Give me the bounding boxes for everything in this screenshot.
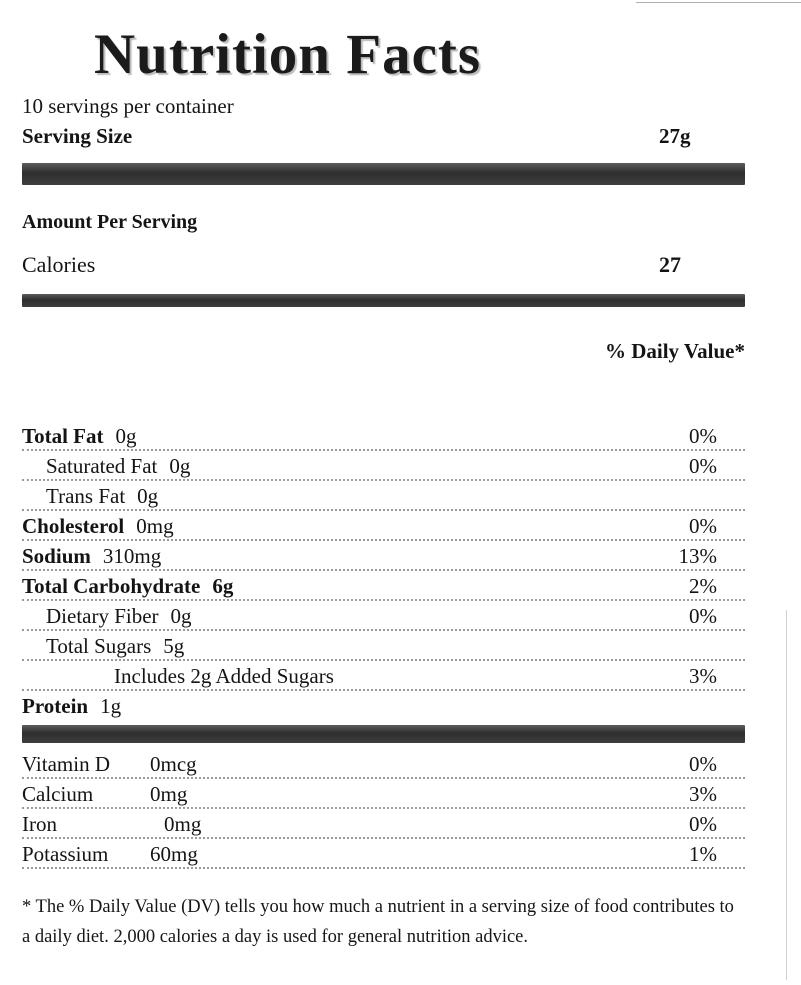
micronutrient-row-iron	[22, 809, 745, 839]
nutrient-row-total-carbohydrate	[22, 571, 745, 601]
calories-row	[22, 250, 745, 284]
nutrient-row-total-sugars	[22, 631, 745, 661]
nutrient-row-dietary-fiber	[22, 601, 745, 631]
micronutrient-name: Potassium	[22, 842, 109, 866]
nutrient-row-trans-fat	[22, 481, 745, 511]
nutrient-row-cholesterol	[22, 511, 745, 541]
nutrient-amount: 0g	[169, 454, 191, 478]
nutrient-amount: 0g	[137, 484, 159, 508]
nutrient-name: Total Fat	[22, 424, 104, 448]
nutrient-row-saturated-fat	[22, 451, 745, 481]
nutrient-amount: 0g	[170, 604, 192, 628]
calories-label: Calories	[22, 252, 96, 277]
nutrient-name: Saturated Fat	[46, 454, 158, 478]
serving-size-row	[22, 121, 745, 153]
divider-bar-thick-top	[22, 163, 745, 185]
micronutrient-dv: 0%	[689, 752, 717, 776]
label-title: Nutrition Facts	[94, 23, 482, 86]
nutrient-row-protein	[22, 691, 745, 721]
nutrient-dv: 0%	[689, 604, 717, 628]
nutrient-name: Total Sugars	[46, 634, 152, 658]
serving-size-label: Serving Size	[22, 124, 133, 148]
nutrient-row-added-sugars	[22, 661, 745, 691]
nutrient-dv: 0%	[689, 454, 717, 478]
micronutrient-amount: 60mg	[150, 842, 198, 866]
nutrient-amount: 310mg	[102, 544, 162, 568]
nutrients-table	[22, 421, 745, 721]
nutrient-row-sodium	[22, 541, 745, 571]
nutrient-dv: 2%	[689, 574, 717, 598]
nutrient-amount: 0mg	[136, 514, 174, 538]
nutrient-name: Total Carbohydrate	[22, 574, 201, 598]
nutrient-name: Includes 2g Added Sugars	[114, 664, 334, 688]
scan-artifact-right	[786, 610, 787, 980]
micronutrient-dv: 1%	[689, 842, 717, 866]
nutrient-dv: 0%	[689, 514, 717, 538]
micronutrient-row-vitamin-d	[22, 749, 745, 779]
micronutrient-amount: 0mcg	[150, 752, 197, 776]
servings-per-container: 10 servings per container	[22, 94, 234, 118]
scan-artifact-top	[636, 2, 801, 3]
nutrient-dv: 0%	[689, 424, 717, 448]
divider-bar-medium	[22, 294, 745, 307]
nutrient-amount: 1g	[100, 694, 122, 718]
nutrient-amount: 0g	[115, 424, 137, 448]
micronutrient-dv: 0%	[689, 812, 717, 836]
micronutrients-table	[22, 749, 745, 869]
amount-per-serving-heading: Amount Per Serving	[22, 211, 198, 233]
nutrient-amount: 6g	[212, 574, 234, 598]
nutrient-row-total-fat	[22, 421, 745, 451]
daily-value-header: % Daily Value*	[604, 339, 745, 363]
micronutrient-row-potassium	[22, 839, 745, 869]
micronutrient-row-calcium	[22, 779, 745, 809]
nutrient-dv: 3%	[689, 664, 717, 688]
micronutrient-name: Iron	[22, 812, 57, 836]
micronutrient-dv: 3%	[689, 782, 717, 806]
micronutrient-name: Vitamin D	[22, 752, 110, 776]
nutrient-name: Cholesterol	[22, 514, 125, 538]
nutrient-name: Sodium	[22, 544, 91, 568]
micronutrient-amount: 0mg	[164, 812, 202, 836]
calories-value: 27	[659, 252, 681, 277]
nutrient-amount: 5g	[163, 634, 185, 658]
micronutrient-name: Calcium	[22, 782, 94, 806]
daily-value-footnote: * The % Daily Value (DV) tells you how much a nutrient in a serving size of food contributes to a daily diet. 2,000 calories a day is used for general nutrition advice.	[22, 897, 734, 947]
nutrient-name: Protein	[22, 694, 89, 718]
nutrient-name: Dietary Fiber	[46, 604, 159, 628]
nutrient-name: Trans Fat	[46, 484, 126, 508]
divider-bar-thick-bottom	[22, 725, 745, 743]
serving-size-value: 27g	[659, 124, 691, 148]
nutrient-dv: 13%	[678, 544, 717, 568]
micronutrient-amount: 0mg	[150, 782, 188, 806]
